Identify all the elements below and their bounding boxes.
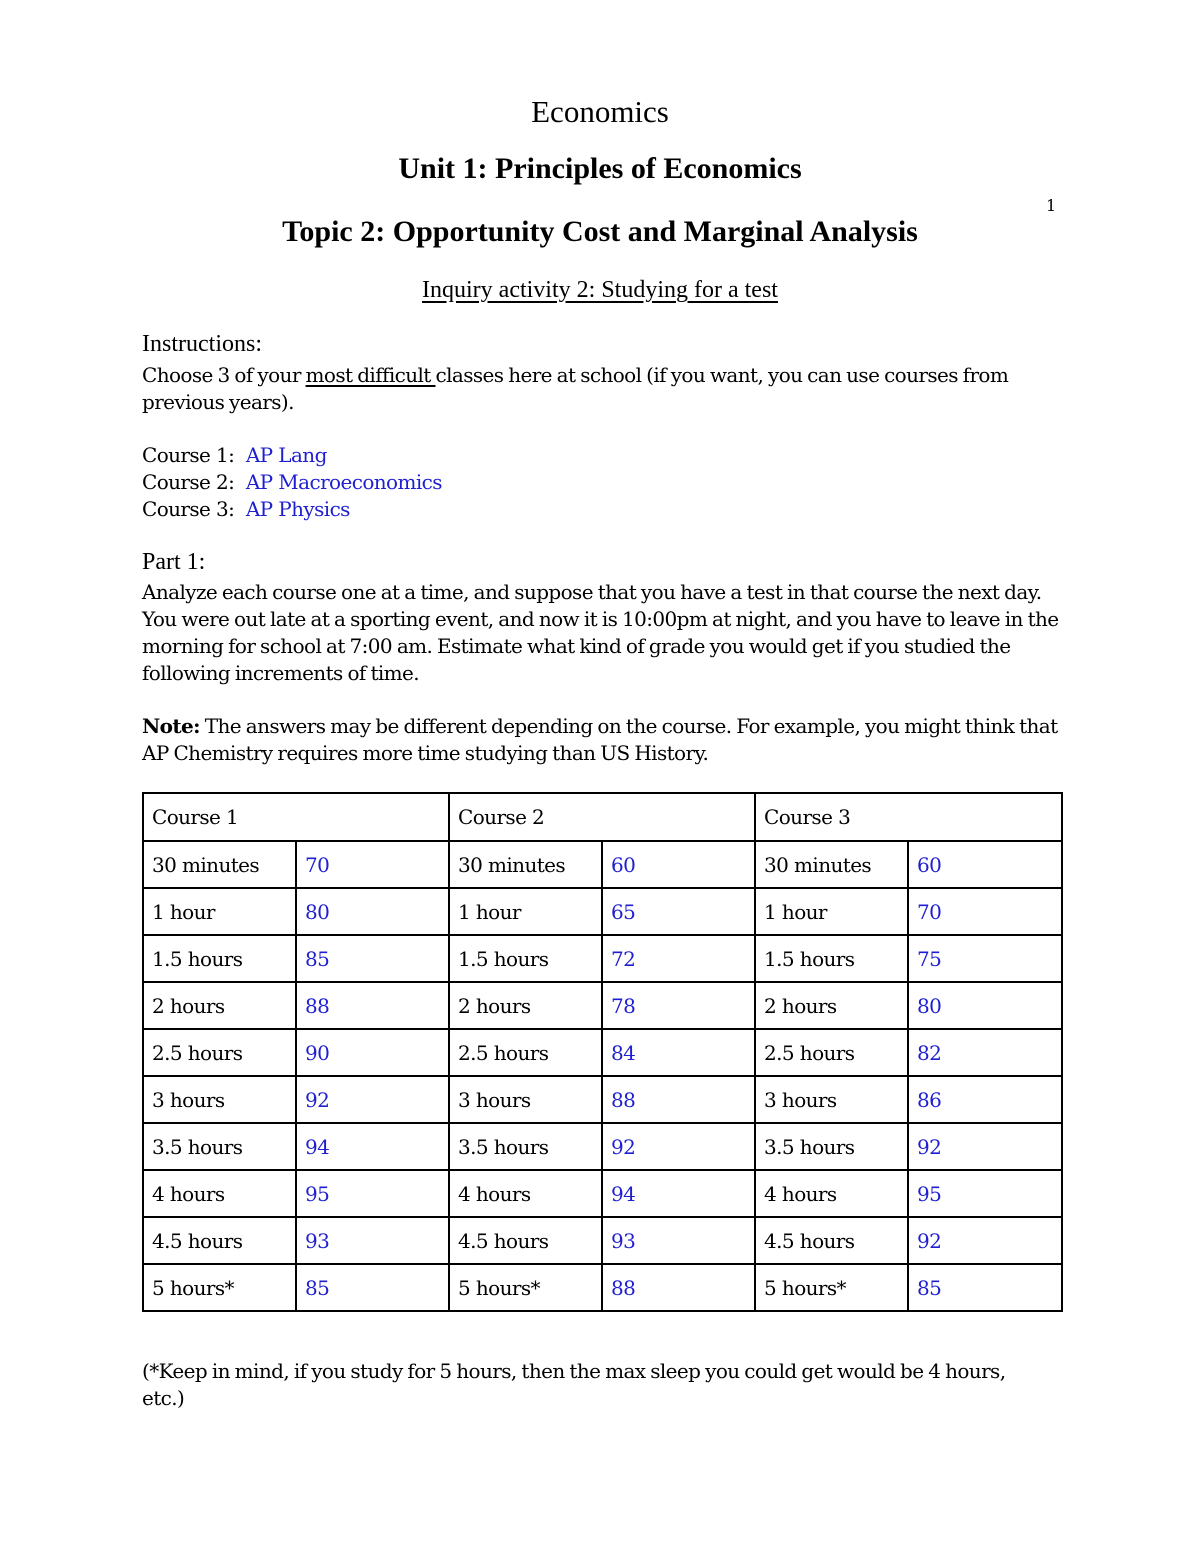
grade-cell: 92 bbox=[296, 1076, 449, 1123]
time-cell: 1.5 hours bbox=[755, 935, 908, 982]
course-value: AP Macroeconomics bbox=[245, 470, 442, 494]
grade-cell: 72 bbox=[602, 935, 755, 982]
grade-cell: 90 bbox=[296, 1029, 449, 1076]
table-row bbox=[143, 1264, 1062, 1311]
grade-cell: 95 bbox=[296, 1170, 449, 1217]
grade-cell: 94 bbox=[296, 1123, 449, 1170]
time-cell: 4 hours bbox=[449, 1170, 602, 1217]
time-cell: 5 hours* bbox=[143, 1264, 296, 1311]
grade-cell: 88 bbox=[602, 1264, 755, 1311]
page-number: 1 bbox=[1046, 196, 1057, 215]
grade-cell: 75 bbox=[908, 935, 1062, 982]
table-row bbox=[143, 935, 1062, 982]
course-3-header: Course 3 bbox=[755, 793, 1062, 841]
grade-cell: 80 bbox=[908, 982, 1062, 1029]
grade-cell: 88 bbox=[296, 982, 449, 1029]
course-2-header: Course 2 bbox=[449, 793, 755, 841]
grade-cell: 94 bbox=[602, 1170, 755, 1217]
time-cell: 5 hours* bbox=[449, 1264, 602, 1311]
grade-cell: 85 bbox=[296, 1264, 449, 1311]
study-grade-table bbox=[142, 792, 1063, 1312]
course-1-header: Course 1 bbox=[143, 793, 449, 841]
time-cell: 1 hour bbox=[755, 888, 908, 935]
table-row bbox=[143, 982, 1062, 1029]
grade-cell: 78 bbox=[602, 982, 755, 1029]
course-line-2 bbox=[142, 469, 442, 496]
time-cell: 2 hours bbox=[755, 982, 908, 1029]
grade-cell: 93 bbox=[296, 1217, 449, 1264]
course-line-1 bbox=[142, 442, 327, 469]
course-line-3 bbox=[142, 496, 350, 523]
time-cell: 1.5 hours bbox=[143, 935, 296, 982]
table-row bbox=[143, 1029, 1062, 1076]
table-header-row bbox=[143, 793, 1062, 841]
time-cell: 1 hour bbox=[449, 888, 602, 935]
course-label: Course 3: bbox=[142, 497, 235, 521]
time-cell: 30 minutes bbox=[449, 841, 602, 888]
course-value: AP Physics bbox=[245, 497, 350, 521]
grade-cell: 88 bbox=[602, 1076, 755, 1123]
grade-cell: 60 bbox=[602, 841, 755, 888]
instructions-text-end: classes here at school (if you want, you can use courses from previous years). bbox=[142, 363, 1009, 414]
instructions-heading: Instructions: bbox=[142, 331, 262, 357]
course-label: Course 2: bbox=[142, 470, 235, 494]
time-cell: 3 hours bbox=[449, 1076, 602, 1123]
footnote: (*Keep in mind, if you study for 5 hours, then the max sleep you could get would be 4 hours, etc.) bbox=[142, 1359, 1006, 1410]
document-subject: Economics bbox=[531, 94, 669, 129]
time-cell: 4.5 hours bbox=[755, 1217, 908, 1264]
table-row bbox=[143, 841, 1062, 888]
note-label: Note: bbox=[142, 714, 200, 738]
time-cell: 30 minutes bbox=[143, 841, 296, 888]
time-cell: 2 hours bbox=[143, 982, 296, 1029]
grade-cell: 70 bbox=[908, 888, 1062, 935]
time-cell: 30 minutes bbox=[755, 841, 908, 888]
grade-cell: 65 bbox=[602, 888, 755, 935]
time-cell: 2.5 hours bbox=[449, 1029, 602, 1076]
grade-cell: 85 bbox=[296, 935, 449, 982]
grade-cell: 84 bbox=[602, 1029, 755, 1076]
part1-text: Analyze each course one at a time, and suppose that you have a test in that course the next day. You were out late at a sporting event, and now it is 10:00pm at night, and you have to leave in the morning for school at 7:00 am. Estimate what kind of grade you would get if you studied the following increments of time. bbox=[142, 580, 1059, 685]
table-row bbox=[143, 1170, 1062, 1217]
table-row bbox=[143, 1217, 1062, 1264]
grade-cell: 95 bbox=[908, 1170, 1062, 1217]
grade-cell: 92 bbox=[908, 1217, 1062, 1264]
time-cell: 1.5 hours bbox=[449, 935, 602, 982]
instructions-text-start: Choose 3 of your bbox=[142, 363, 306, 387]
time-cell: 1 hour bbox=[143, 888, 296, 935]
grade-cell: 70 bbox=[296, 841, 449, 888]
time-cell: 3.5 hours bbox=[143, 1123, 296, 1170]
unit-title: Unit 1: Principles of Economics bbox=[398, 152, 802, 185]
note-text: The answers may be different depending on the course. For example, you might think that AP Chemistry requires more time studying than US History. bbox=[142, 714, 1058, 765]
instructions-text bbox=[142, 362, 1072, 416]
time-cell: 3 hours bbox=[143, 1076, 296, 1123]
time-cell: 4 hours bbox=[143, 1170, 296, 1217]
grade-cell: 93 bbox=[602, 1217, 755, 1264]
table-row bbox=[143, 888, 1062, 935]
grade-cell: 80 bbox=[296, 888, 449, 935]
time-cell: 2.5 hours bbox=[755, 1029, 908, 1076]
instructions-text-underlined: most difficult bbox=[305, 363, 436, 387]
grade-cell: 82 bbox=[908, 1029, 1062, 1076]
activity-title: Inquiry activity 2: Studying for a test bbox=[422, 277, 778, 303]
grade-cell: 86 bbox=[908, 1076, 1062, 1123]
table-body bbox=[143, 793, 1062, 1311]
course-value: AP Lang bbox=[245, 443, 327, 467]
grade-cell: 85 bbox=[908, 1264, 1062, 1311]
time-cell: 4.5 hours bbox=[449, 1217, 602, 1264]
table-row bbox=[143, 1123, 1062, 1170]
time-cell: 2.5 hours bbox=[143, 1029, 296, 1076]
time-cell: 4 hours bbox=[755, 1170, 908, 1217]
course-label: Course 1: bbox=[142, 443, 235, 467]
grade-cell: 92 bbox=[602, 1123, 755, 1170]
grade-cell: 60 bbox=[908, 841, 1062, 888]
table-row bbox=[143, 1076, 1062, 1123]
part1-heading: Part 1: bbox=[142, 549, 206, 575]
time-cell: 2 hours bbox=[449, 982, 602, 1029]
time-cell: 5 hours* bbox=[755, 1264, 908, 1311]
note-paragraph bbox=[142, 713, 1072, 767]
grade-cell: 92 bbox=[908, 1123, 1062, 1170]
time-cell: 3 hours bbox=[755, 1076, 908, 1123]
time-cell: 3.5 hours bbox=[449, 1123, 602, 1170]
topic-title: Topic 2: Opportunity Cost and Marginal Analysis bbox=[282, 215, 918, 248]
time-cell: 4.5 hours bbox=[143, 1217, 296, 1264]
time-cell: 3.5 hours bbox=[755, 1123, 908, 1170]
